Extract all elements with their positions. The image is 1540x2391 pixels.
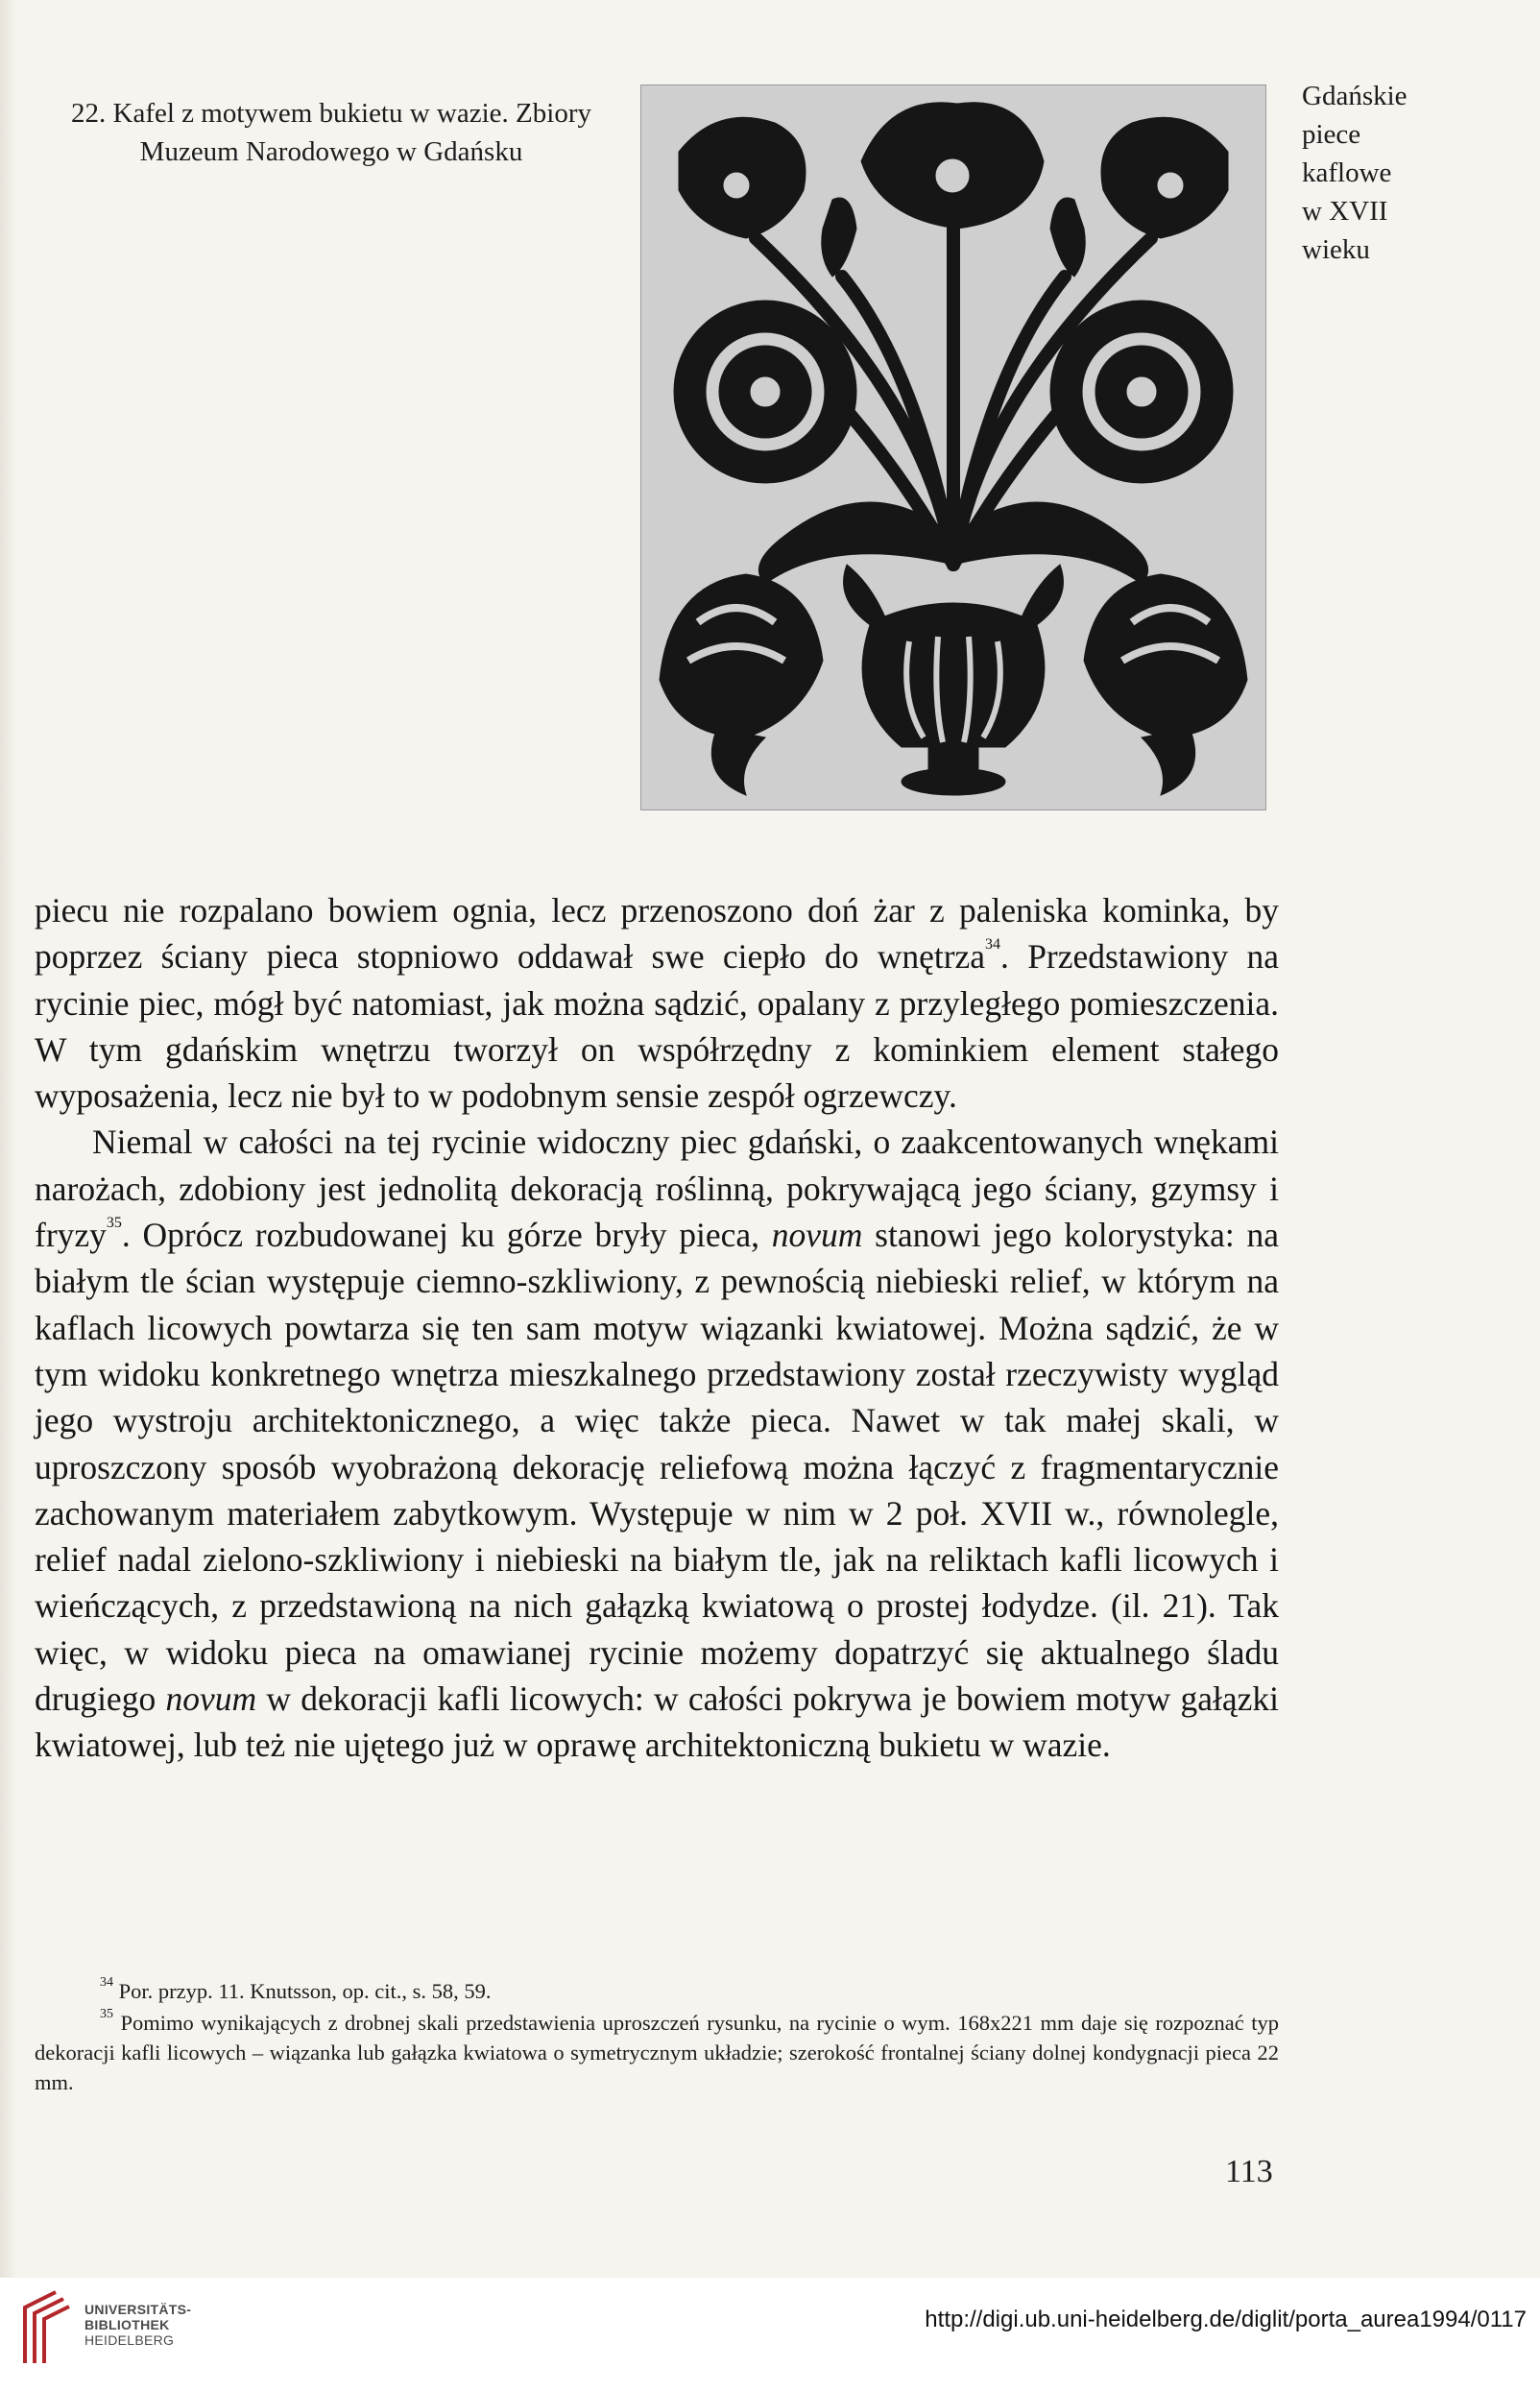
body-text xyxy=(35,887,1279,1769)
margin-note xyxy=(1302,77,1475,269)
library-name-line: UNIVERSITÄTS- xyxy=(84,2302,192,2317)
footnote-text: Por. przyp. 11. Knutsson, op. cit., s. 58, 59. xyxy=(113,1979,492,2003)
page-number: 113 xyxy=(1225,2154,1273,2189)
italic-term: novum xyxy=(165,1679,257,1719)
flower-middle-left xyxy=(674,301,856,483)
footnote-ref-34[interactable]: 34 xyxy=(985,936,1001,954)
italic-term: novum xyxy=(771,1216,863,1255)
margin-note-line: w XVII xyxy=(1302,196,1388,227)
library-name-line: BIBLIOTHEK xyxy=(84,2317,170,2332)
margin-note-line: Gdańskie xyxy=(1302,81,1408,111)
footnotes xyxy=(35,1976,1279,2099)
tile-illustration xyxy=(640,85,1266,810)
paragraph-2-text-b: . Oprócz rozbudowanej ku górze bryły pieca, xyxy=(121,1216,772,1255)
paragraph-1 xyxy=(35,887,1279,1119)
footnote-number: 35 xyxy=(100,2007,113,2021)
margin-note-line: wieku xyxy=(1302,234,1370,265)
library-name xyxy=(84,2302,191,2348)
paragraph-2-text-c: stanowi jego kolorystyka: na białym tle ścian występuje ciemno-szkliwiony, z pewnością niebieski relief, w którym na kaflach licowych powtarza się ten sam motyw wiązanki kwiatowej. Można sądzić, że w tym widoku konkretnego wnętrza mieszkalnego przedstawiony został rzeczywisty wygląd jego wystroju architektonicznego, a więc także pieca. Nawet w tak małej skali, w uproszczony sposób wyobrażoną dekorację reliefową można łączyć z fragmentarycznie zachowanym materiałem zabytkowym. Występuje w nim w 2 poł. XVII w., równolegle, relief nadal zielono-szkliwiony i niebieski na białym tle, jak na reliktach kafli licowych i wieńczących, z przedstawioną na nich gałązką kwiatową o prostej łodydze. (il. 21). Tak więc, w widoku pieca na omawianej rycinie możemy dopatrzyć się aktualnego śladu drugiego xyxy=(35,1216,1279,1719)
library-name-line: HEIDELBERG xyxy=(84,2332,175,2348)
figure-caption xyxy=(38,94,624,171)
caption-line-1: 22. Kafel z motywem bukietu w wazie. Zbiory xyxy=(71,98,591,129)
footnote-text: Pomimo wynikających z drobnej skali przedstawienia uproszczeń rysunku, na rycinie o wym. 168x221 mm daje się rozpoznać typ dekoracji kafli licowych – wiązanka lub gałązka kwiatowa o symetrycznym układzie; szerokość frontalnej ściany dolnej kondygnacji pieca 22 mm. xyxy=(35,2011,1279,2094)
paragraph-2-text-d: w dekoracji kafli licowych: w całości pokrywa je bowiem motyw gałązki kwiatowej, lub też nie ujętego już w oprawę architektoniczną bukietu w wazie. xyxy=(35,1679,1279,1765)
margin-note-line: kaflowe xyxy=(1302,157,1392,188)
library-logo-icon[interactable] xyxy=(17,2290,71,2367)
paragraph-1-text-b: . Przedstawiony na rycinie piec, mógł być natomiast, jak można sądzić, opalany z przyległego pomieszczenia. W tym gdańskim wnętrzu tworzył on współrzędny z kominkiem element stałego wyposażenia, lecz nie był to w podobnym sensie zespół ogrzewczy. xyxy=(35,937,1279,1116)
paragraph-2-text-a: Niemal w całości na tej rycinie widoczny piec gdański, o zaakcentowanych wnękami narożach, zdobiony jest jednolitą dekoracją roślinną, pokrywającą jego ściany, gzymsy i fryzy xyxy=(35,1123,1279,1255)
document-url-link[interactable]: http://digi.ub.uni-heidelberg.de/diglit/porta_aurea1994/0117 xyxy=(925,2306,1527,2332)
footnote-number: 34 xyxy=(100,1975,113,1990)
paragraph-2 xyxy=(35,1119,1279,1768)
footnote-35 xyxy=(35,2008,1279,2097)
caption-line-2: Muzeum Narodowego w Gdańsku xyxy=(139,136,523,167)
paragraph-1-text-a: piecu nie rozpalano bowiem ognia, lecz przenoszono doń żar z paleniska kominka, by poprzez ściany pieca stopniowo oddawał swe ciepło do wnętrza xyxy=(35,891,1279,977)
footnote-34 xyxy=(35,1976,1279,2006)
footnote-ref-35[interactable]: 35 xyxy=(106,1215,122,1232)
footer-bar xyxy=(0,2278,1540,2391)
margin-note-line: piece xyxy=(1302,119,1361,150)
flower-middle-right xyxy=(1050,301,1233,483)
